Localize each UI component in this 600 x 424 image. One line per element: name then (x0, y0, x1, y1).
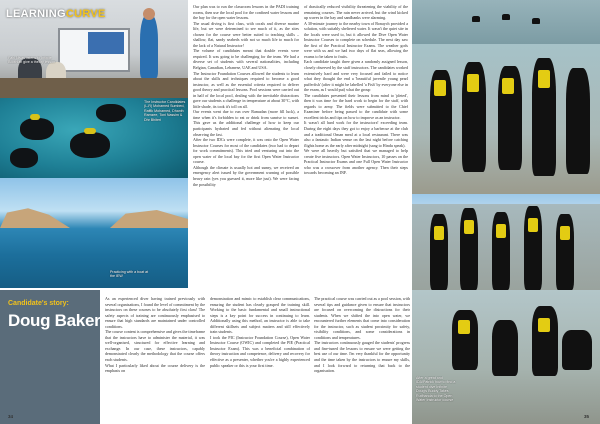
surface-swim-photo (412, 0, 600, 44)
page-number-left: 34 (8, 414, 14, 419)
bcd-yellow (560, 226, 570, 240)
swimmer-figure (532, 18, 540, 24)
divers-group-photo (412, 44, 600, 194)
projection-screen (88, 32, 124, 54)
logo-suffix: CURVE (65, 8, 106, 20)
diver-figure (566, 68, 590, 174)
diver-figure (492, 320, 518, 376)
bcd-yellow (502, 78, 514, 94)
paragraph: demonstration and mimic to establish clear communications, ensuring the student has clearly grasped the training skill. Working to the basic fundamental and small instructional steps is a key point for success in continuing to learn. Additionally using this method, an instructor is able to take different skillsets and subject matters and still effectively train students. (210, 296, 310, 335)
shallow-water-divers-photo (412, 290, 600, 424)
paragraph: The candidates presented their lessons from mind to 'pleted', then it was time for the hard work to begin for the staff, with regards to army. The fields were submitted to the Chief Examiner before being passed to the candidate with some excellent tricks and tips on how to improve as an instructor. (304, 92, 408, 120)
paragraph: After the two IDCs were complete, it was onto the Open Water Instructor Courses for most of the candidates (two had to depart for work commitments). This tried and venturing out into the open water of the local bay for the first Open Water Instructor course. (193, 137, 299, 165)
paragraph: A 30-minute journey to the nearby town of Bonaych provided a solution, with suitably sheltered water. It wasn't the quiet site in the locals were used to, but it allowed the Dive Open Water Instructor Courses to complete on schedule. The next day saw the first of the Practical Instructor Exams. The weather gods were with us and we had two days of flat seas, allowing the exams to be taken to fruits. (304, 20, 408, 59)
swimmer-figure (502, 14, 510, 20)
classroom-caption: Fahi Nivas listens to Infinite Boothian give a theory lesson (8, 56, 56, 65)
bcd-yellow (538, 70, 550, 88)
paragraph: The volume of candidates meant that double events were required. It was going to be challenging for the team. We had a diverse set of students with several nationalities, including Belgian, Canadian, Lebanese, UAE and USA. (193, 48, 299, 71)
diver-figure (452, 310, 478, 370)
diver-figure (532, 306, 558, 376)
tank (30, 114, 40, 120)
paragraph: It wasn't all hard work for the instructors! exceeding team. During the eight days they got to enjoy a barbecue at the club and a traditional Oman meal at a local restaurant. There was also a fantastic Indian venue on the last night before catching flights home as the early after midnight (sang to Hindu speak). (304, 120, 408, 148)
bcd-yellow (528, 218, 538, 232)
sea-caption: Practicing with a boat at the IEW (110, 270, 149, 279)
text-column-5 (314, 296, 410, 420)
text-column-4 (210, 296, 310, 420)
paragraph: The usual diving is first class, with corals and diverse marine life, but we were determined to see much of it, as the sites chosen for the course were better suited to teaching skills – shallow, flat, sandy seabeds with not so much life to much for the lack of a Natural Instructor! (193, 20, 299, 48)
paragraph: The instructors continuously gauged the students' progress and fine-tuned the lessons to ensure we were getting the best use of our time. I'm very thankful for the opportunity and the time taken by the instructors to ensure my skills, and I look forward to returning that back to the organisation. (314, 340, 410, 374)
bcd-yellow (464, 220, 474, 234)
candidate-name: Doug Baker (8, 311, 101, 330)
text-column-1 (193, 4, 299, 288)
instructor-head (143, 8, 155, 20)
paragraph: What I particularly liked about the course delivery is the emphasis on (105, 362, 205, 374)
swimmer-figure (472, 16, 480, 22)
paragraph: Each candidate taught three given a randomly assigned lesson, closely observed by the staff instructors. The candidates worked extensively hard and were very focused and failed to notice what they thought the end a 'beautiful juvenile young pearl pufferfish' (after it might be labelled 'a Fish' by everyone else in the exam, as I would put) what the group (304, 59, 408, 93)
logo-prefix: LEARNING (6, 8, 66, 20)
rock-formation (0, 206, 70, 228)
page-number-right: 35 (584, 414, 590, 419)
bcd-yellow (538, 318, 550, 332)
section-logo (6, 8, 106, 20)
diver-figure (562, 330, 592, 370)
sea-photo (0, 178, 188, 288)
bcd-yellow (458, 320, 470, 334)
shore-divers-photo (412, 204, 600, 290)
paragraph: As an experienced diver having trained previously with several organisations, I found the level of commitment by the instructors on these courses to be absolutely first class! The safety aspects of training are continuously emphasised to ensure that high standards are maintained under controlled conditions. (105, 296, 205, 329)
paragraph: The course content is comprehensive and gives the timeframe that the instructors have to administer the material, it was well-organised, structured for effective learning and exchange. In our case, these instructors, capably demonstrated clearly the methodology that the course offers each students. (105, 329, 206, 363)
bcd-yellow (434, 226, 444, 240)
pool-caption: The Instructor Candidates (L-R) Mohamed Sumbed, Raffik Mohamed, Dhanth Ramzee, Toni Nassim & Dhr Bhiteri (144, 100, 186, 122)
desk (0, 78, 188, 98)
diver-figure (20, 118, 54, 140)
paragraph: Our plan was to run the classroom lessons in the PADI training rooms, then use the local pool for the confined water lessons and the bay for the open water lessons. (193, 4, 299, 21)
instructor-figure (140, 14, 158, 78)
diver-figure (96, 104, 126, 122)
text-column-2 (304, 4, 408, 288)
bcd-yellow (434, 80, 446, 96)
diver-figure (10, 148, 38, 168)
text-column-3 (105, 296, 205, 420)
tank (84, 128, 96, 134)
bcd-yellow (496, 224, 506, 238)
diver-figure (70, 132, 110, 158)
paragraph: The Instructor Foundation Courses allowed the students to learn about the skills and techniques required to become a good instructor, as well as the essential criteria required to deliver good theory and practical lessons. Pool sessions were carried out in half of the local pool, dealing with the inevitable distractions gave our students a challenge in temperature at about 30°C, with little shade, its took it's toll on all. (193, 70, 299, 109)
paragraph: We were all heavily but satisfied that we managed to help create five instructors. Open Water Instructors, 10 passes on the Practical Instructor Exams and one Full Open Water Instructor who was a crossover from another agency. Then their steps towards becoming an INF. (304, 148, 408, 176)
bottom-right-caption: After a great and IDA/Patrick how to find a student dive Infinite Doug's Buddy Takes Rutfhanda to the Open Water Instructor course (416, 376, 456, 403)
paragraph: The practical course was carried out as a pool session, with several tips and guidance given to ensure that instructors are focused on overcoming the distractions for their students. When we shifted the into open water, we encountered further elements that come into consideration for the instructor, such as student proximity for safety, visibility conditions, and some considerations in conditions and temperatures. (314, 296, 410, 340)
candidate-label: Candidate's story: (8, 300, 69, 307)
rock-formation (110, 210, 188, 228)
paragraph: I took the PIC (Instructor Foundation Course), Open Water Instructor Course (OWIC) and completed the PIE (Practical Instructor Exam). This was a beneficial combination of theory instruction and competence, delivery and recovery for effective as a presenter, whether you're a highly experienced public speaker or this is your first time. (210, 334, 310, 368)
paragraph: of drastically reduced visibility threatening the viability of the remaining courses. The rain never arrived, but the wind kicked up waves in the bay and sandbanks were alarming. (304, 4, 408, 21)
bcd-yellow (467, 74, 479, 92)
paragraph: Although the climate is usually hot and sunny, we received an emergency alert issued by the government warning of possible heavy rain (yes you guessed it, more like just). We were facing the possibility (193, 164, 299, 187)
paragraph: Our events went due to run over Ramadan (more fill luck), a time when it's forbidden to eat or drink from sunrise to sunset. This gave us the additional challenge of how to keep our participants hydrated and fed without alienating the local observing the fast. (193, 109, 299, 137)
